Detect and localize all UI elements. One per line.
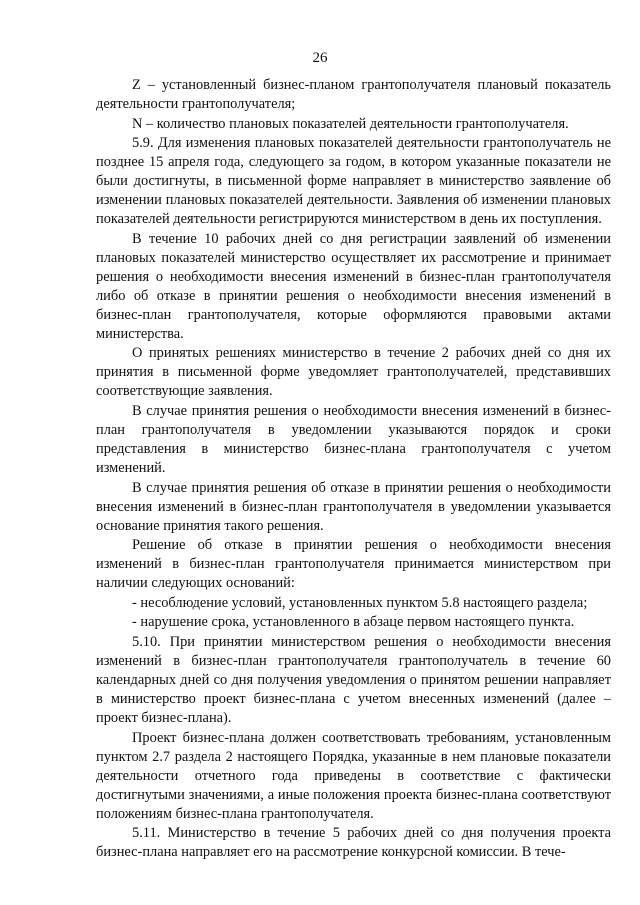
paragraph-5-9: 5.9. Для изменения плановых показателей деятельности грантополучатель не позднее 15 апреля года, следующего за годом, в котором указанные показатели не были достигнуты, в письменной форме направляет в министерство заявление об изменении плановых показателей деятельности. Заявления об изменении плановых показателей деятельности регистрируются министерством в день их поступления. (96, 135, 611, 228)
paragraph-refusal-grounds: Решение об отказе в принятии решения о необходимости внесения изменений в бизнес-план грантополучателя принимается министерством при наличии следующих оснований: (96, 537, 611, 592)
paragraph-review-period: В течение 10 рабочих дней со дня регистрации заявлений об изменении плановых показателей министерство осуществляет их рассмотрение и принимает решения о необходимости внесения изменений в бизнес-план грантополучателя либо об отказе в принятии решения о необходимости внесения изменений в бизнес-план грантополучателя, которые оформляются правовыми актами министерства. (96, 230, 611, 342)
paragraph-5-10: 5.10. При принятии министерством решения о необходимости внесения изменений в бизнес-план грантополучателя грантополучатель в течение 60 календарных дней со дня получения уведомления о принятом решении направляет в министерство проект бизнес-плана с учетом внесенных изменений (далее – проект бизнес-плана). (96, 633, 611, 726)
paragraph-5-11: 5.11. Министерство в течение 5 рабочих дней со дня получения проекта бизнес-плана направляет его на рассмотрение конкурсной комиссии. В тече- (96, 825, 611, 861)
paragraph-definition-z: Z – установленный бизнес-планом грантополучателя плановый показатель деятельности грантополучателя; (96, 77, 611, 112)
paragraph-refusal-case: В случае принятия решения об отказе в принятии решения о необходимости внесения изменений в бизнес-план грантополучателя в уведомлении указывается основание принятия такого решения. (96, 479, 611, 534)
paragraph-definition-n: N – количество плановых показателей деятельности грантополучателя. (132, 115, 569, 132)
page-number: 26 (312, 50, 328, 66)
paragraph-project-requirements: Проект бизнес-плана должен соответствовать требованиям, установленным пунктом 2.7 раздела 2 настоящего Порядка, указанные в нем плановые показатели деятельности отчетного года приведены в соответствие с фактически достигнутыми значениями, а иные положения проекта бизнес-плана соответствуют положениям бизнес-плана грантополучателя. (96, 729, 611, 822)
list-item-ground-2: - нарушение срока, установленного в абзаце первом настоящего пункта. (132, 614, 575, 631)
page-body (96, 76, 611, 862)
paragraph-approval-case: В случае принятия решения о необходимости внесения изменений в бизнес-план грантополучателя в уведомлении указываются порядок и сроки представления в министерство бизнес-плана грантополучателя с учетом изменений. (96, 402, 611, 476)
paragraph-notification: О принятых решениях министерство в течение 2 рабочих дней со дня их принятия в письменной форме уведомляет грантополучателей, представивших соответствующие заявления. (96, 345, 611, 400)
list-item-ground-1: - несоблюдение условий, установленных пунктом 5.8 настоящего раздела; (132, 594, 588, 611)
